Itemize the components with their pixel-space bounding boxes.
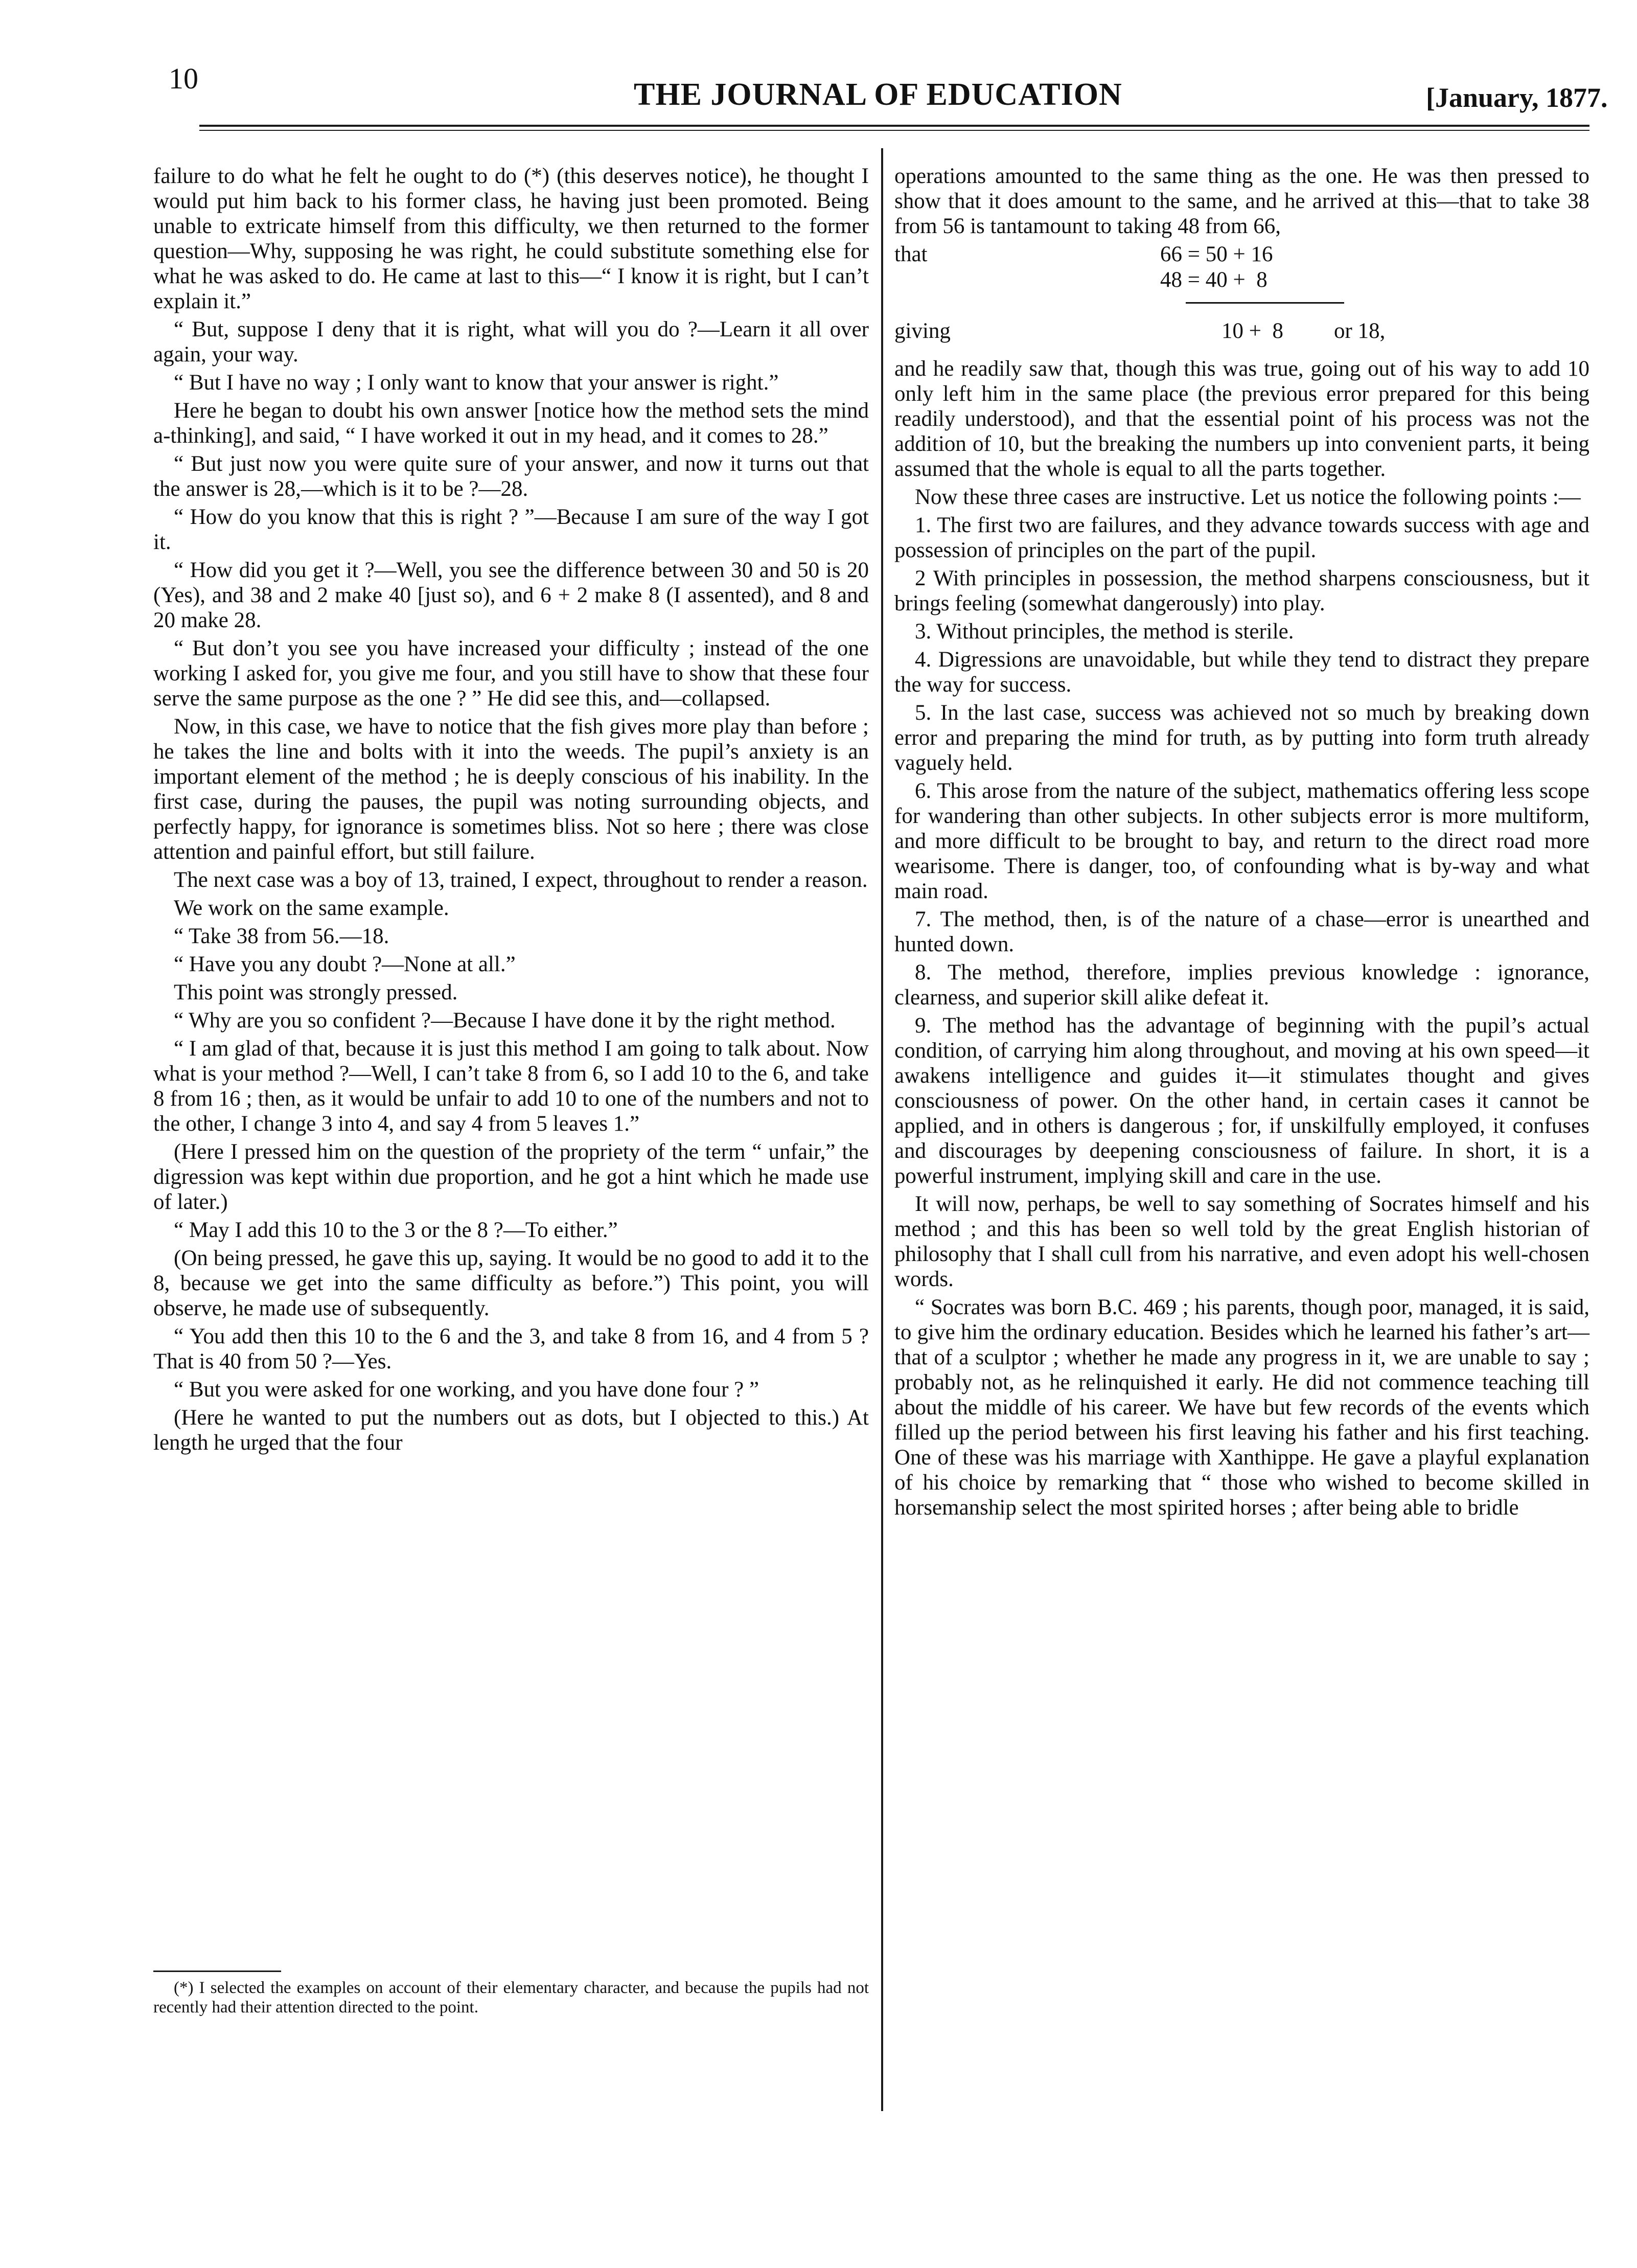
paragraph: “ May I add this 10 to the 3 or the 8 ?—To either.”: [174, 1218, 618, 1242]
issue-date: [January, 1877.: [1426, 82, 1608, 113]
paragraph: This point was strongly pressed.: [174, 980, 458, 1004]
paragraph: 5. In the last case, success was achieved not so much by breaking down error and preparing the mind for truth, as by putting into form truth already vaguely held.: [894, 701, 1589, 775]
footnote: [153, 1978, 869, 2017]
paragraph: We work on the same example.: [174, 896, 449, 920]
journal-title: THE JOURNAL OF EDUCATION: [634, 77, 1122, 112]
paragraph: The next case was a boy of 13, trained, I expect, throughout to render a reason.: [174, 868, 868, 892]
paragraph: 8. The method, therefore, implies previous knowledge : ignorance, clearness, and superior skill alike defeat it.: [894, 960, 1589, 1010]
paragraph: operations amounted to the same thing as the one. He was then pressed to show that it does amount to the same, and he arrived at this—that to take 38 from 56 is tantamount to taking 48 from 66,: [894, 164, 1589, 238]
paragraph: “ But, suppose I deny that it is right, what will you do ?—Learn it all over again, your way.: [153, 317, 869, 366]
calc-line-2: 48 = 40 + 8: [1160, 268, 1267, 292]
calc-label-that: that: [894, 242, 928, 266]
paragraph: “ But don’t you see you have increased your difficulty ; instead of the one working I asked for, you give me four, and you still have to show that these four serve the same purpose as the one ? ” He did see this, and—collapsed.: [153, 636, 869, 711]
paragraph: and he readily saw that, though this was true, going out of his way to add 10 only left him in the same place (the previous error prepared for this being readily understood), and that the essential point of his process was not the addition of 10, but the breaking the numbers up into convenient parts, it being assumed that the whole is equal to all the parts together.: [894, 357, 1589, 481]
paragraph: “ How do you know that this is right ? ”—Because I am sure of the way I got it.: [153, 505, 869, 554]
subtraction-calculation: [894, 242, 1589, 349]
paragraph: failure to do what he felt he ought to do (*) (this deserves notice), he thought I would put him back to his former class, he having just been promoted. Being unable to extricate himself from this difficulty, we then returned to the former question—Why, supposing he was right, he could substitute something else for what he was asked to do. He came at last to this—“ I know it is right, but I can’t explain it.”: [153, 164, 869, 313]
column-divider: [881, 148, 883, 2111]
paragraph: “ Take 38 from 56.—18.: [174, 924, 389, 948]
paragraph: (Here I pressed him on the question of the propriety of the term “ unfair,” the digression was kept within due proportion, and he got a hint which he made use of later.): [153, 1140, 869, 1214]
paragraph: “ Have you any doubt ?—None at all.”: [174, 952, 516, 976]
page-header: [0, 0, 1637, 133]
calc-line-1: 66 = 50 + 16: [1160, 242, 1273, 266]
paragraph: “ You add then this 10 to the 6 and the 3, and take 8 from 16, and 4 from 5 ? That is 40 from 50 ?—Yes.: [153, 1324, 869, 1373]
paragraph: Here he began to doubt his own answer [notice how the method sets the mind a-thinking], and said, “ I have worked it out in my head, and it comes to 28.”: [153, 399, 869, 448]
paragraph: “ Socrates was born B.C. 469 ; his parents, though poor, managed, it is said, to give him the ordinary education. Besides which he learned his father’s art—that of a sculptor ; whether he made any progress in it, we are unable to say ; probably not, as he relinquished it early. He did not commence teaching till about the middle of his career. We have but few records of the events which filled up the period between his first leaving his father and his first teaching. One of these was his marriage with Xanthippe. He gave a playful explanation of his choice by remarking that “ those who wished to become skilled in horsemanship select the most spirited horses ; after being able to bridle: [894, 1295, 1589, 1520]
paragraph: “ I am glad of that, because it is just this method I am going to talk about. Now what is your method ?—Well, I can’t take 8 from 6, so I add 10 to the 6, and take 8 from 16 ; then, as it would be unfair to add 10 to one of the numbers and not to the other, I change 3 into 4, and say 4 from 5 leaves 1.”: [153, 1037, 869, 1136]
paragraph: 1. The first two are failures, and they advance towards success with age and possession of principles on the part of the pupil.: [894, 513, 1589, 562]
calc-result: 10 + 8: [1221, 319, 1284, 343]
paragraph: 3. Without principles, the method is sterile.: [915, 620, 1294, 644]
paragraph: Now these three cases are instructive. Let us notice the following points :—: [915, 485, 1581, 509]
header-rule: [199, 125, 1589, 127]
paragraph: (On being pressed, he gave this up, saying. It would be no good to add it to the 8, because we get into the same difficulty as before.”) This point, you will observe, he made use of subsequently.: [153, 1246, 869, 1320]
paragraph: “ Why are you so confident ?—Because I have done it by the right method.: [174, 1009, 836, 1033]
page-number: 10: [169, 62, 198, 95]
paragraph: 7. The method, then, is of the nature of a chase—error is unearthed and hunted down.: [894, 907, 1589, 956]
calc-label-giving: giving: [894, 319, 951, 343]
left-column: [153, 164, 869, 1458]
calc-result-tail: or 18,: [1334, 319, 1386, 343]
right-column: [894, 164, 1589, 1523]
paragraph: “ But you were asked for one working, and you have done four ? ”: [174, 1378, 759, 1402]
paragraph: 9. The method has the advantage of beginning with the pupil’s actual condition, of carrying him along throughout, and moving at his own speed—it awakens intelligence and guides it—it stimulates thought and gives consciousness of power. On the other hand, in certain cases it cannot be applied, and in others is dangerous ; for, if unskilfully employed, it confuses and discourages by deepening consciousness of failure. In short, it is a powerful instrument, implying skill and care in the use.: [894, 1014, 1589, 1188]
paragraph: 4. Digressions are unavoidable, but while they tend to distract they prepare the way for success.: [894, 648, 1589, 697]
footnote-rule: [153, 1971, 281, 1972]
header-rule-secondary: [199, 130, 1589, 131]
paragraph: It will now, perhaps, be well to say something of Socrates himself and his method ; and this has been so well told by the great English historian of philosophy that I shall cull from his narrative, and even adopt his well-chosen words.: [894, 1192, 1589, 1291]
calc-sum-rule: [1186, 302, 1344, 304]
paragraph: (Here he wanted to put the numbers out as dots, but I objected to this.) At length he urged that the four: [153, 1406, 869, 1455]
paragraph: 2 With principles in possession, the method sharpens consciousness, but it brings feeling (somewhat dangerously) into play.: [894, 566, 1589, 615]
paragraph: “ But I have no way ; I only want to know that your answer is right.”: [174, 371, 779, 395]
paragraph: “ But just now you were quite sure of your answer, and now it turns out that the answer is 28,—which is it to be ?—28.: [153, 452, 869, 501]
paragraph: 6. This arose from the nature of the subject, mathematics offering less scope for wandering than other subjects. In other subjects error is more multiform, and more difficult to be brought to bay, and return to the direct road more wearisome. There is danger, too, of confounding what is by-way and what main road.: [894, 779, 1589, 903]
paragraph: Now, in this case, we have to notice that the fish gives more play than before ; he takes the line and bolts with it into the weeds. The pupil’s anxiety is an important element of the method ; he is deeply conscious of his inability. In the first case, during the pauses, the pupil was noting surrounding objects, and perfectly happy, for ignorance is sometimes bliss. Not so here ; there was close attention and painful effort, but still failure.: [153, 715, 869, 864]
paragraph: “ How did you get it ?—Well, you see the difference between 30 and 50 is 20 (Yes), and 38 and 2 make 40 [just so), and 6 + 2 make 8 (I assented), and 8 and 20 make 28.: [153, 558, 869, 632]
footnote-text: (*) I selected the examples on account of their elementary character, and because the pupils had not recently had their attention directed to the point.: [153, 1979, 869, 2017]
